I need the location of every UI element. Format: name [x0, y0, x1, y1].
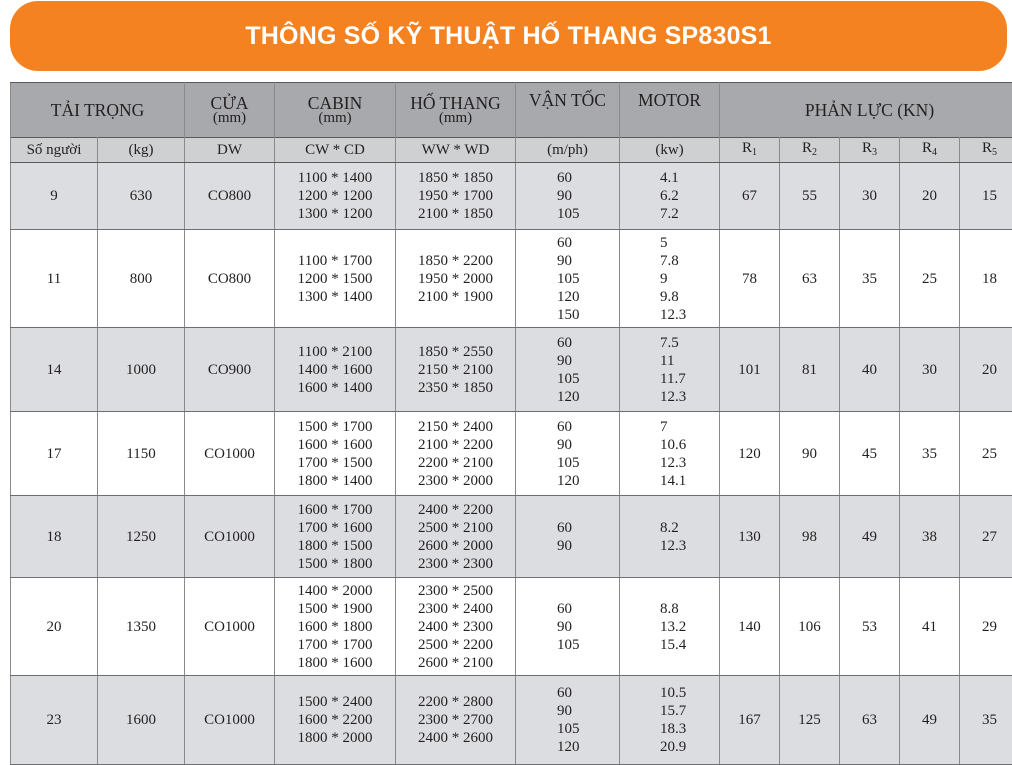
cell-cabin-line: 1800 * 1400: [275, 472, 395, 490]
cell-shaft-line: 1950 * 1700: [396, 187, 515, 205]
header-cabin-label: CABIN: [308, 93, 362, 113]
cell-shaft-line: 2200 * 2100: [396, 454, 515, 472]
header-shaft-label: HỐ THANG: [410, 93, 501, 113]
cell-cabin-line: 1600 * 1800: [275, 618, 395, 636]
cell-r3: 53: [840, 578, 900, 676]
cell-motor-line: 7.5: [660, 334, 719, 352]
cell-shaft-line: 2600 * 2000: [396, 537, 515, 555]
cell-motor-line: 8.8: [660, 600, 719, 618]
cell-cabin-line: 1100 * 2100: [275, 343, 395, 361]
cell-shaft-line: 1850 * 1850: [396, 169, 515, 187]
cell-cabin-line: 1500 * 2400: [275, 693, 395, 711]
cell-r5: 35: [960, 676, 1012, 765]
cell-motor-line: 18.3: [660, 720, 719, 738]
cell-r3: 40: [840, 328, 900, 412]
cell-cabin-line: 1600 * 2200: [275, 711, 395, 729]
cell-speed-line: 60: [557, 334, 619, 352]
subheader-ww-wd: WW * WD: [396, 138, 516, 163]
cell-motor-line: 13.2: [660, 618, 719, 636]
cell-cabin-line: 1600 * 1600: [275, 436, 395, 454]
cell-cabin: [275, 328, 396, 412]
cell-cabin-line: 1400 * 1600: [275, 361, 395, 379]
cell-shaft: [396, 230, 516, 328]
header-cabin-unit: (mm): [275, 111, 395, 125]
subheader-mph: (m/ph): [516, 138, 620, 163]
cell-load-kg: 1600: [98, 676, 185, 765]
cell-r2: 81: [780, 328, 840, 412]
cell-speed-line: 90: [557, 436, 619, 454]
page-title: THÔNG SỐ KỸ THUẬT HỐ THANG SP830S1: [245, 22, 771, 51]
cell-shaft-line: 2600 * 2100: [396, 654, 515, 672]
cell-door: CO1000: [185, 496, 275, 578]
cell-shaft-line: 1850 * 2200: [396, 252, 515, 270]
cell-cabin-line: 1500 * 1900: [275, 600, 395, 618]
cell-speed-line: 60: [557, 418, 619, 436]
cell-motor-line: 6.2: [660, 187, 719, 205]
cell-cabin-line: 1200 * 1200: [275, 187, 395, 205]
cell-shaft-line: 2500 * 2100: [396, 519, 515, 537]
cell-door: CO900: [185, 328, 275, 412]
table-row: [11, 412, 1012, 496]
cell-load-kg: 630: [98, 163, 185, 230]
cell-cabin-line: 1100 * 1400: [275, 169, 395, 187]
cell-r3: 35: [840, 230, 900, 328]
subheader-kw: (kw): [620, 138, 720, 163]
cell-r5: 15: [960, 163, 1012, 230]
cell-r3: 30: [840, 163, 900, 230]
cell-speed-line: 150: [557, 306, 619, 324]
cell-shaft-line: 2500 * 2200: [396, 636, 515, 654]
cell-speed: [516, 163, 620, 230]
cell-motor-line: 15.4: [660, 636, 719, 654]
cell-speed-line: 105: [557, 205, 619, 223]
header-row: [11, 83, 1012, 138]
header-shaft: [396, 83, 516, 138]
cell-r1: 67: [720, 163, 780, 230]
cell-cabin: [275, 496, 396, 578]
cell-cabin-line: 1700 * 1500: [275, 454, 395, 472]
cell-motor-line: 12.3: [660, 454, 719, 472]
cell-motor-line: 7.8: [660, 252, 719, 270]
cell-r1: 101: [720, 328, 780, 412]
cell-shaft-line: 2300 * 2700: [396, 711, 515, 729]
cell-speed: [516, 230, 620, 328]
title-banner: [10, 1, 1007, 71]
subheader-r4: [900, 138, 960, 163]
cell-r1: 120: [720, 412, 780, 496]
cell-cabin-line: 1800 * 1500: [275, 537, 395, 555]
r3-index: 3: [872, 147, 877, 158]
cell-speed: [516, 676, 620, 765]
cell-speed-line: 90: [557, 537, 619, 555]
cell-cabin-line: 1500 * 1700: [275, 418, 395, 436]
cell-motor-line: 12.3: [660, 537, 719, 555]
subheader-r3: [840, 138, 900, 163]
cell-motor: [620, 230, 720, 328]
cell-motor-line: 14.1: [660, 472, 719, 490]
cell-shaft-line: 2200 * 2800: [396, 693, 515, 711]
cell-cabin-line: 1600 * 1700: [275, 501, 395, 519]
spec-table: [10, 82, 1012, 765]
cell-persons: 23: [11, 676, 98, 765]
cell-motor: [620, 496, 720, 578]
cell-speed-line: 120: [557, 288, 619, 306]
r-letter: R: [862, 140, 872, 156]
cell-cabin-line: 1200 * 1500: [275, 270, 395, 288]
header-reaction: PHẢN LỰC (KN): [720, 83, 1012, 138]
cell-speed-line: 105: [557, 270, 619, 288]
cell-speed-line: 120: [557, 472, 619, 490]
cell-door: CO1000: [185, 676, 275, 765]
cell-speed-line: 105: [557, 720, 619, 738]
cell-r4: 49: [900, 676, 960, 765]
cell-r4: 30: [900, 328, 960, 412]
cell-shaft-line: 2150 * 2100: [396, 361, 515, 379]
cell-r3: 63: [840, 676, 900, 765]
cell-r2: 106: [780, 578, 840, 676]
r5-index: 5: [992, 147, 997, 158]
cell-load-kg: 1000: [98, 328, 185, 412]
subheader-row: [11, 138, 1012, 163]
cell-shaft-line: 2100 * 1900: [396, 288, 515, 306]
cell-cabin-line: 1400 * 2000: [275, 582, 395, 600]
cell-speed-line: 120: [557, 738, 619, 756]
cell-shaft: [396, 676, 516, 765]
cell-motor: [620, 412, 720, 496]
cell-shaft: [396, 578, 516, 676]
cell-cabin-line: 1300 * 1400: [275, 288, 395, 306]
table-row: [11, 496, 1012, 578]
cell-motor: [620, 328, 720, 412]
cell-speed-line: 60: [557, 234, 619, 252]
cell-speed-line: 90: [557, 187, 619, 205]
cell-speed: [516, 578, 620, 676]
header-door: [185, 83, 275, 138]
cell-shaft-line: 2100 * 1850: [396, 205, 515, 223]
cell-motor-line: 8.2: [660, 519, 719, 537]
r-letter: R: [742, 140, 752, 156]
header-cabin: [275, 83, 396, 138]
cell-speed: [516, 412, 620, 496]
cell-speed-line: 105: [557, 636, 619, 654]
cell-shaft-line: 2400 * 2600: [396, 729, 515, 747]
cell-speed-line: 60: [557, 600, 619, 618]
cell-r4: 20: [900, 163, 960, 230]
header-door-unit: (mm): [185, 111, 274, 125]
cell-shaft-line: 2100 * 2200: [396, 436, 515, 454]
cell-shaft: [396, 163, 516, 230]
cell-motor-line: 9.8: [660, 288, 719, 306]
header-shaft-unit: (mm): [396, 111, 515, 125]
cell-cabin: [275, 230, 396, 328]
cell-speed-line: 60: [557, 519, 619, 537]
cell-persons: 14: [11, 328, 98, 412]
cell-r2: 125: [780, 676, 840, 765]
subheader-cw-cd: CW * CD: [275, 138, 396, 163]
cell-speed-line: 60: [557, 684, 619, 702]
header-motor: MOTOR: [620, 83, 720, 138]
cell-cabin-line: 1600 * 1400: [275, 379, 395, 397]
cell-cabin-line: 1700 * 1700: [275, 636, 395, 654]
header-door-label: CỬA: [211, 93, 249, 113]
cell-r4: 25: [900, 230, 960, 328]
cell-r4: 35: [900, 412, 960, 496]
cell-motor-line: 11: [660, 352, 719, 370]
subheader-persons: Số người: [11, 138, 98, 163]
cell-door: CO1000: [185, 412, 275, 496]
cell-persons: 17: [11, 412, 98, 496]
cell-r1: 78: [720, 230, 780, 328]
cell-speed-line: 120: [557, 388, 619, 406]
cell-motor: [620, 676, 720, 765]
cell-shaft-line: 2300 * 2400: [396, 600, 515, 618]
cell-cabin-line: 1300 * 1200: [275, 205, 395, 223]
cell-speed-line: 90: [557, 618, 619, 636]
cell-motor-line: 12.3: [660, 388, 719, 406]
cell-speed-line: 105: [557, 370, 619, 388]
cell-cabin: [275, 676, 396, 765]
cell-r2: 90: [780, 412, 840, 496]
cell-door: CO800: [185, 163, 275, 230]
r-letter: R: [922, 140, 932, 156]
cell-r5: 25: [960, 412, 1012, 496]
subheader-r1: [720, 138, 780, 163]
cell-r1: 130: [720, 496, 780, 578]
cell-persons: 20: [11, 578, 98, 676]
subheader-kg: (kg): [98, 138, 185, 163]
cell-shaft-line: 1850 * 2550: [396, 343, 515, 361]
cell-motor: [620, 578, 720, 676]
cell-shaft-line: 2300 * 2500: [396, 582, 515, 600]
cell-r2: 98: [780, 496, 840, 578]
cell-r1: 167: [720, 676, 780, 765]
cell-speed-line: 90: [557, 352, 619, 370]
cell-speed-line: 90: [557, 252, 619, 270]
table-row: [11, 328, 1012, 412]
subheader-r2: [780, 138, 840, 163]
table-row: [11, 230, 1012, 328]
cell-persons: 9: [11, 163, 98, 230]
cell-load-kg: 1350: [98, 578, 185, 676]
cell-motor-line: 10.6: [660, 436, 719, 454]
subheader-r5: [960, 138, 1012, 163]
cell-cabin-line: 1700 * 1600: [275, 519, 395, 537]
cell-cabin-line: 1800 * 2000: [275, 729, 395, 747]
table-row: [11, 163, 1012, 230]
cell-shaft-line: 1950 * 2000: [396, 270, 515, 288]
cell-r5: 27: [960, 496, 1012, 578]
cell-r3: 45: [840, 412, 900, 496]
cell-motor: [620, 163, 720, 230]
cell-shaft-line: 2350 * 1850: [396, 379, 515, 397]
cell-r2: 63: [780, 230, 840, 328]
cell-cabin-line: 1500 * 1800: [275, 555, 395, 573]
cell-speed: [516, 496, 620, 578]
cell-motor-line: 20.9: [660, 738, 719, 756]
table-row: [11, 676, 1012, 765]
cell-persons: 18: [11, 496, 98, 578]
cell-r5: 29: [960, 578, 1012, 676]
cell-shaft: [396, 496, 516, 578]
cell-door: CO800: [185, 230, 275, 328]
r1-index: 1: [752, 147, 757, 158]
cell-cabin: [275, 578, 396, 676]
cell-load-kg: 800: [98, 230, 185, 328]
cell-motor-line: 12.3: [660, 306, 719, 324]
cell-cabin: [275, 163, 396, 230]
cell-persons: 11: [11, 230, 98, 328]
cell-motor-line: 9: [660, 270, 719, 288]
cell-shaft: [396, 328, 516, 412]
cell-r4: 41: [900, 578, 960, 676]
cell-speed-line: 105: [557, 454, 619, 472]
cell-r5: 18: [960, 230, 1012, 328]
cell-motor-line: 5: [660, 234, 719, 252]
cell-speed: [516, 328, 620, 412]
cell-shaft-line: 2400 * 2200: [396, 501, 515, 519]
r-letter: R: [802, 140, 812, 156]
cell-motor-line: 10.5: [660, 684, 719, 702]
cell-shaft-line: 2300 * 2300: [396, 555, 515, 573]
cell-cabin-line: 1100 * 1700: [275, 252, 395, 270]
cell-shaft-line: 2300 * 2000: [396, 472, 515, 490]
table-row: [11, 578, 1012, 676]
r2-index: 2: [812, 147, 817, 158]
cell-r4: 38: [900, 496, 960, 578]
cell-motor-line: 11.7: [660, 370, 719, 388]
r4-index: 4: [932, 147, 937, 158]
cell-motor-line: 4.1: [660, 169, 719, 187]
cell-speed-line: 90: [557, 702, 619, 720]
cell-shaft: [396, 412, 516, 496]
cell-load-kg: 1150: [98, 412, 185, 496]
subheader-dw: DW: [185, 138, 275, 163]
cell-cabin: [275, 412, 396, 496]
cell-r2: 55: [780, 163, 840, 230]
cell-shaft-line: 2150 * 2400: [396, 418, 515, 436]
cell-shaft-line: 2400 * 2300: [396, 618, 515, 636]
cell-speed-line: 60: [557, 169, 619, 187]
cell-r1: 140: [720, 578, 780, 676]
header-load: TẢI TRỌNG: [11, 83, 185, 138]
cell-r3: 49: [840, 496, 900, 578]
r-letter: R: [982, 140, 992, 156]
cell-motor-line: 7.2: [660, 205, 719, 223]
cell-load-kg: 1250: [98, 496, 185, 578]
header-speed: VẬN TỐC: [516, 83, 620, 138]
cell-motor-line: 15.7: [660, 702, 719, 720]
cell-motor-line: 7: [660, 418, 719, 436]
cell-door: CO1000: [185, 578, 275, 676]
cell-cabin-line: 1800 * 1600: [275, 654, 395, 672]
cell-r5: 20: [960, 328, 1012, 412]
